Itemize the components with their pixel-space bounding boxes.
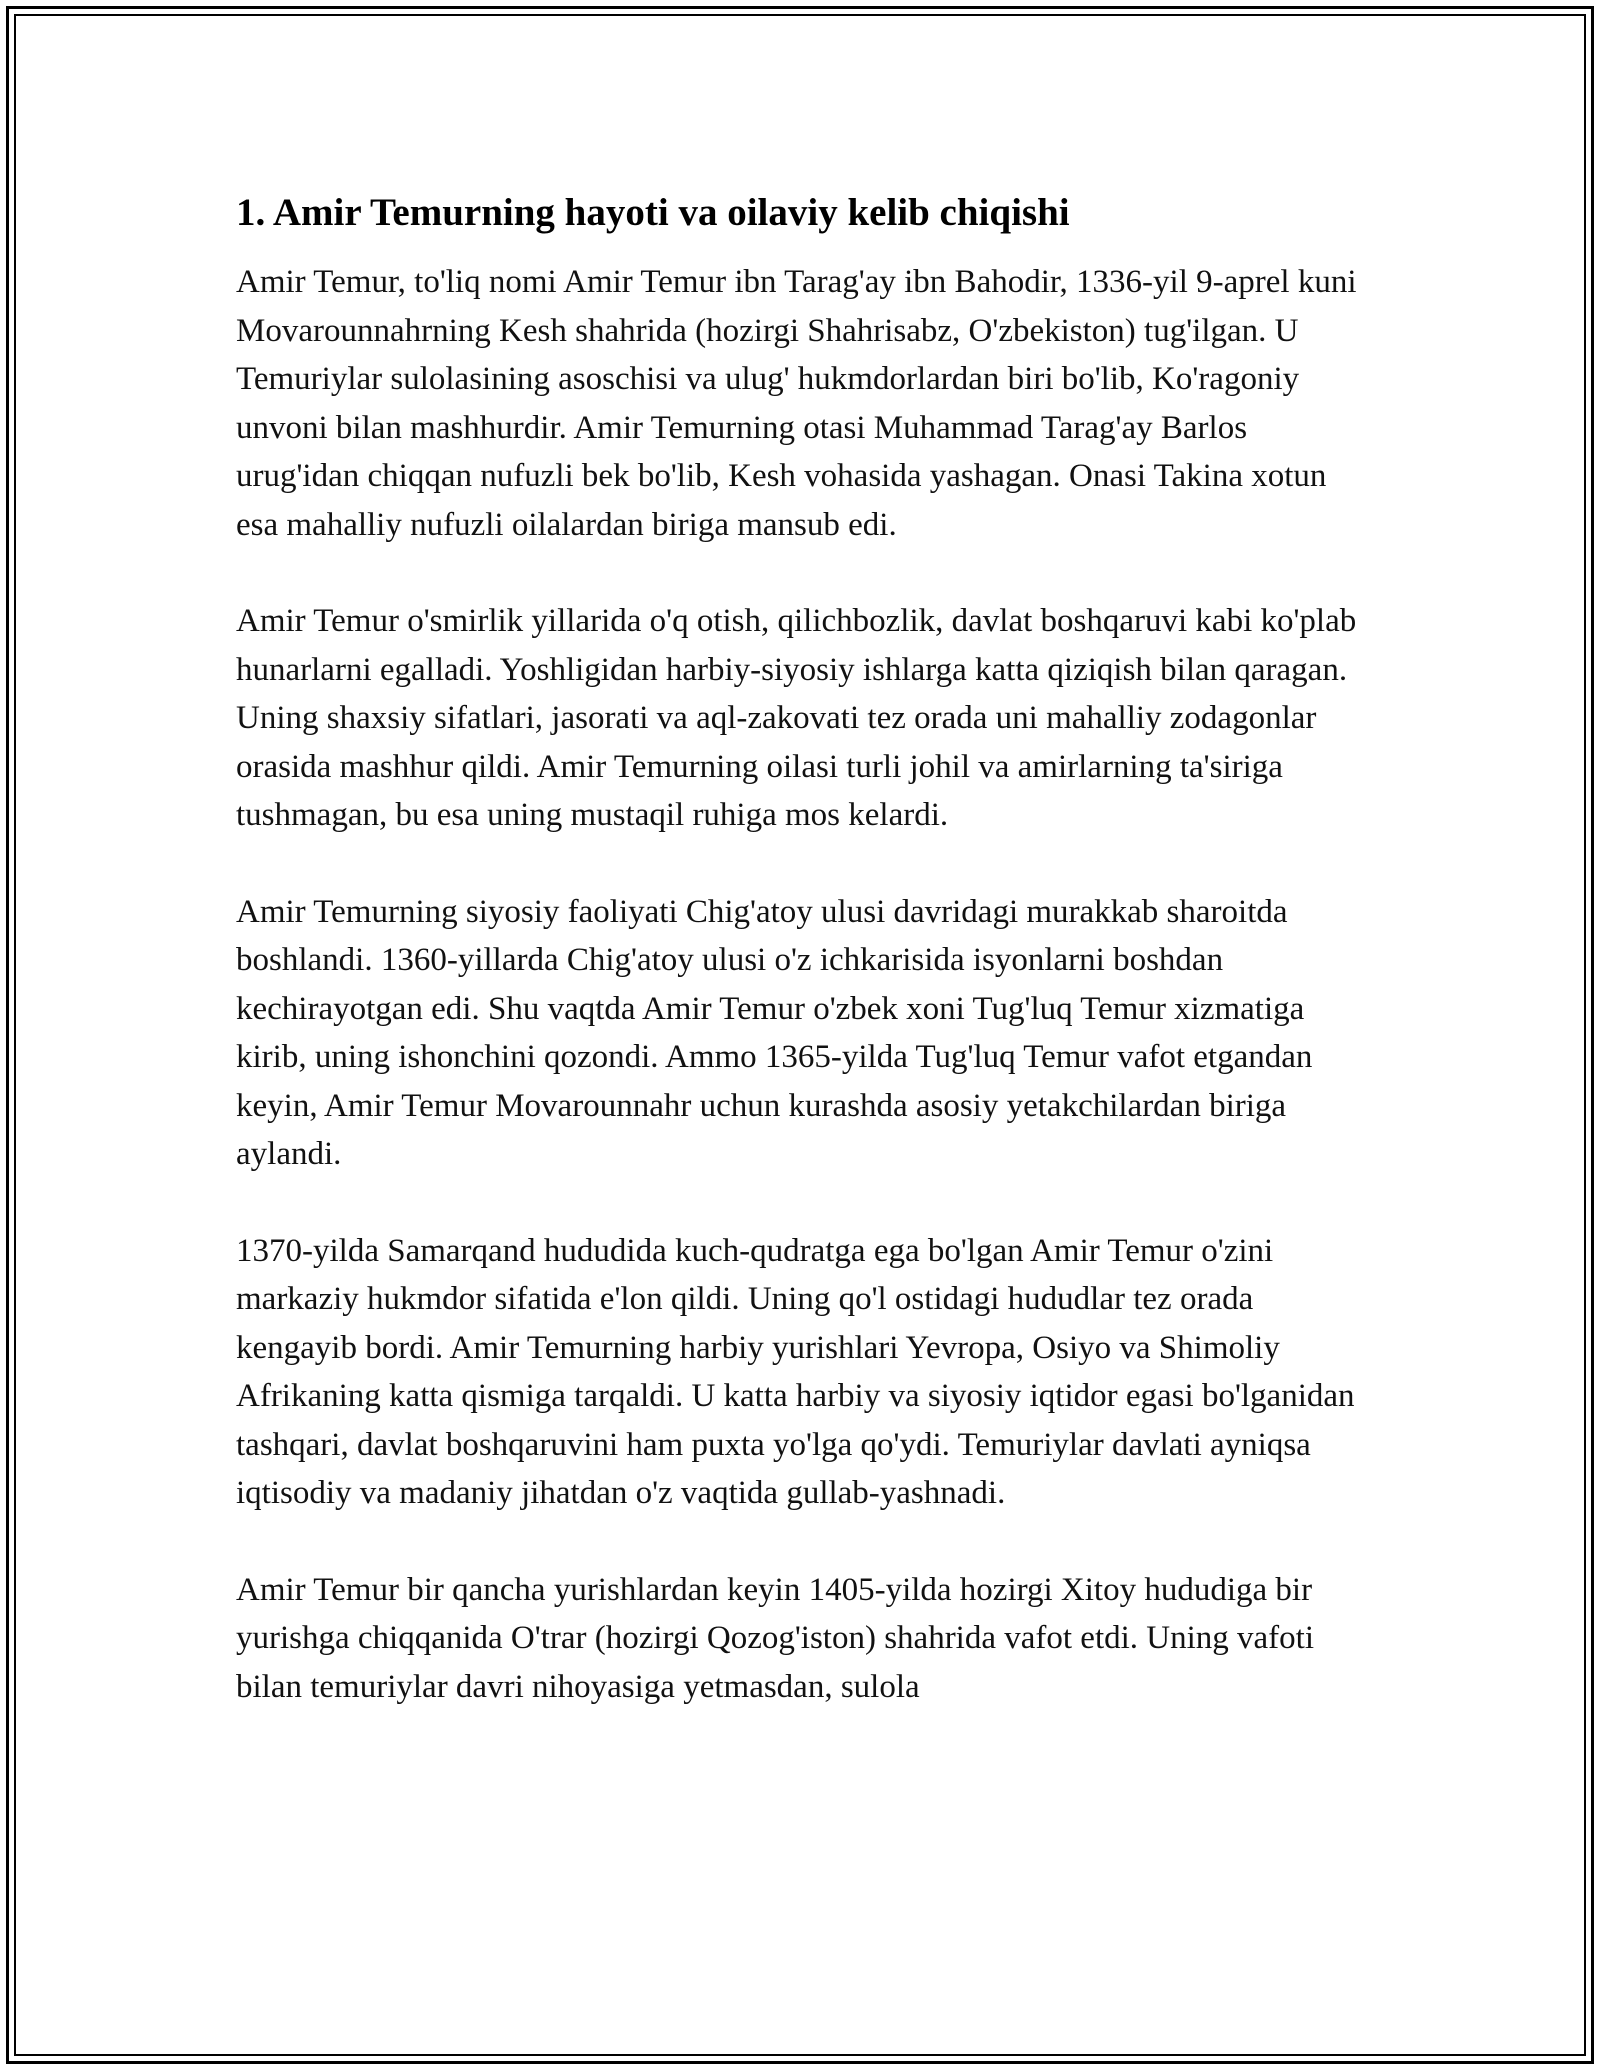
paragraph-2: Amir Temur o'smirlik yillarida o'q otish, qilichbozlik, davlat boshqaruvi kabi ko'plab hunarlarni egalladi. Yoshligidan harbiy-siyosiy ishlarga katta qiziqish bilan qaragan. Uning shaxsiy sifatlari, jasorati va aql-zakovati tez orada uni mahalliy zodagonlar orasida mashhur qildi. Amir Temurning oilasi turli johil va amirlarning ta'siriga tushmagan, bu esa uning mustaqil ruhiga mos kelardi. (236, 603, 1357, 833)
section-heading: 1. Amir Temurning hayoti va oilaviy kelib chiqishi (236, 191, 1070, 234)
paragraph-3: Amir Temurning siyosiy faoliyati Chig'atoy ulusi davridagi murakkab sharoitda boshlandi. 1360-yillarda Chig'atoy ulusi o'z ichkarisida isyonlarni boshdan kechirayotgan edi. Shu vaqtda Amir Temur o'zbek xoni Tug'luq Temur xizmatiga kirib, uning ishonchini qozondi. Ammo 1365-yilda Tug'luq Temur vafot etgandan keyin, Amir Temur Movarounnahr uchun kurashda asosiy yetakchilardan biriga aylandi. (236, 893, 1313, 1172)
document-body (236, 188, 1376, 1759)
paragraph-1: Amir Temur, to'liq nomi Amir Temur ibn Tarag'ay ibn Bahodir, 1336-yil 9-aprel kuni Movarounnahrning Kesh shahrida (hozirgi Shahrisabz, O'zbekiston) tug'ilgan. U Temuriylar sulolasining asoschisi va ulug' hukmdorlardan biri bo'lib, Ko'ragoniy unvoni bilan mashhurdir. Amir Temurning otasi Muhammad Tarag'ay Barlos urug'idan chiqqan nufuzli bek bo'lib, Kesh vohasida yashagan. Onasi Takina xotun esa mahalliy nufuzli oilalardan biriga mansub edi. (236, 264, 1357, 543)
paragraph-5: Amir Temur bir qancha yurishlardan keyin 1405-yilda hozirgi Xitoy hududiga bir yurishga chiqqanida O'trar (hozirgi Qozog'iston) shahrida vafot etdi. Uning vafoti bilan temuriylar davri nihoyasiga yetmasdan, sulola (236, 1571, 1315, 1705)
paragraph-4: 1370-yilda Samarqand hududida kuch-qudratga ega bo'lgan Amir Temur o'zini markaziy hukmdor sifatida e'lon qildi. Uning qo'l ostidagi hududlar tez orada kengayib bordi. Amir Temurning harbiy yurishlari Yevropa, Osiyo va Shimoliy Afrikaning katta qismiga tarqaldi. U katta harbiy va siyosiy iqtidor egasi bo'lganidan tashqari, davlat boshqaruvini ham puxta yo'lga qo'ydi. Temuriylar davlati ayniqsa iqtisodiy va madaniy jihatdan o'z vaqtida gullab-yashnadi. (236, 1232, 1355, 1511)
